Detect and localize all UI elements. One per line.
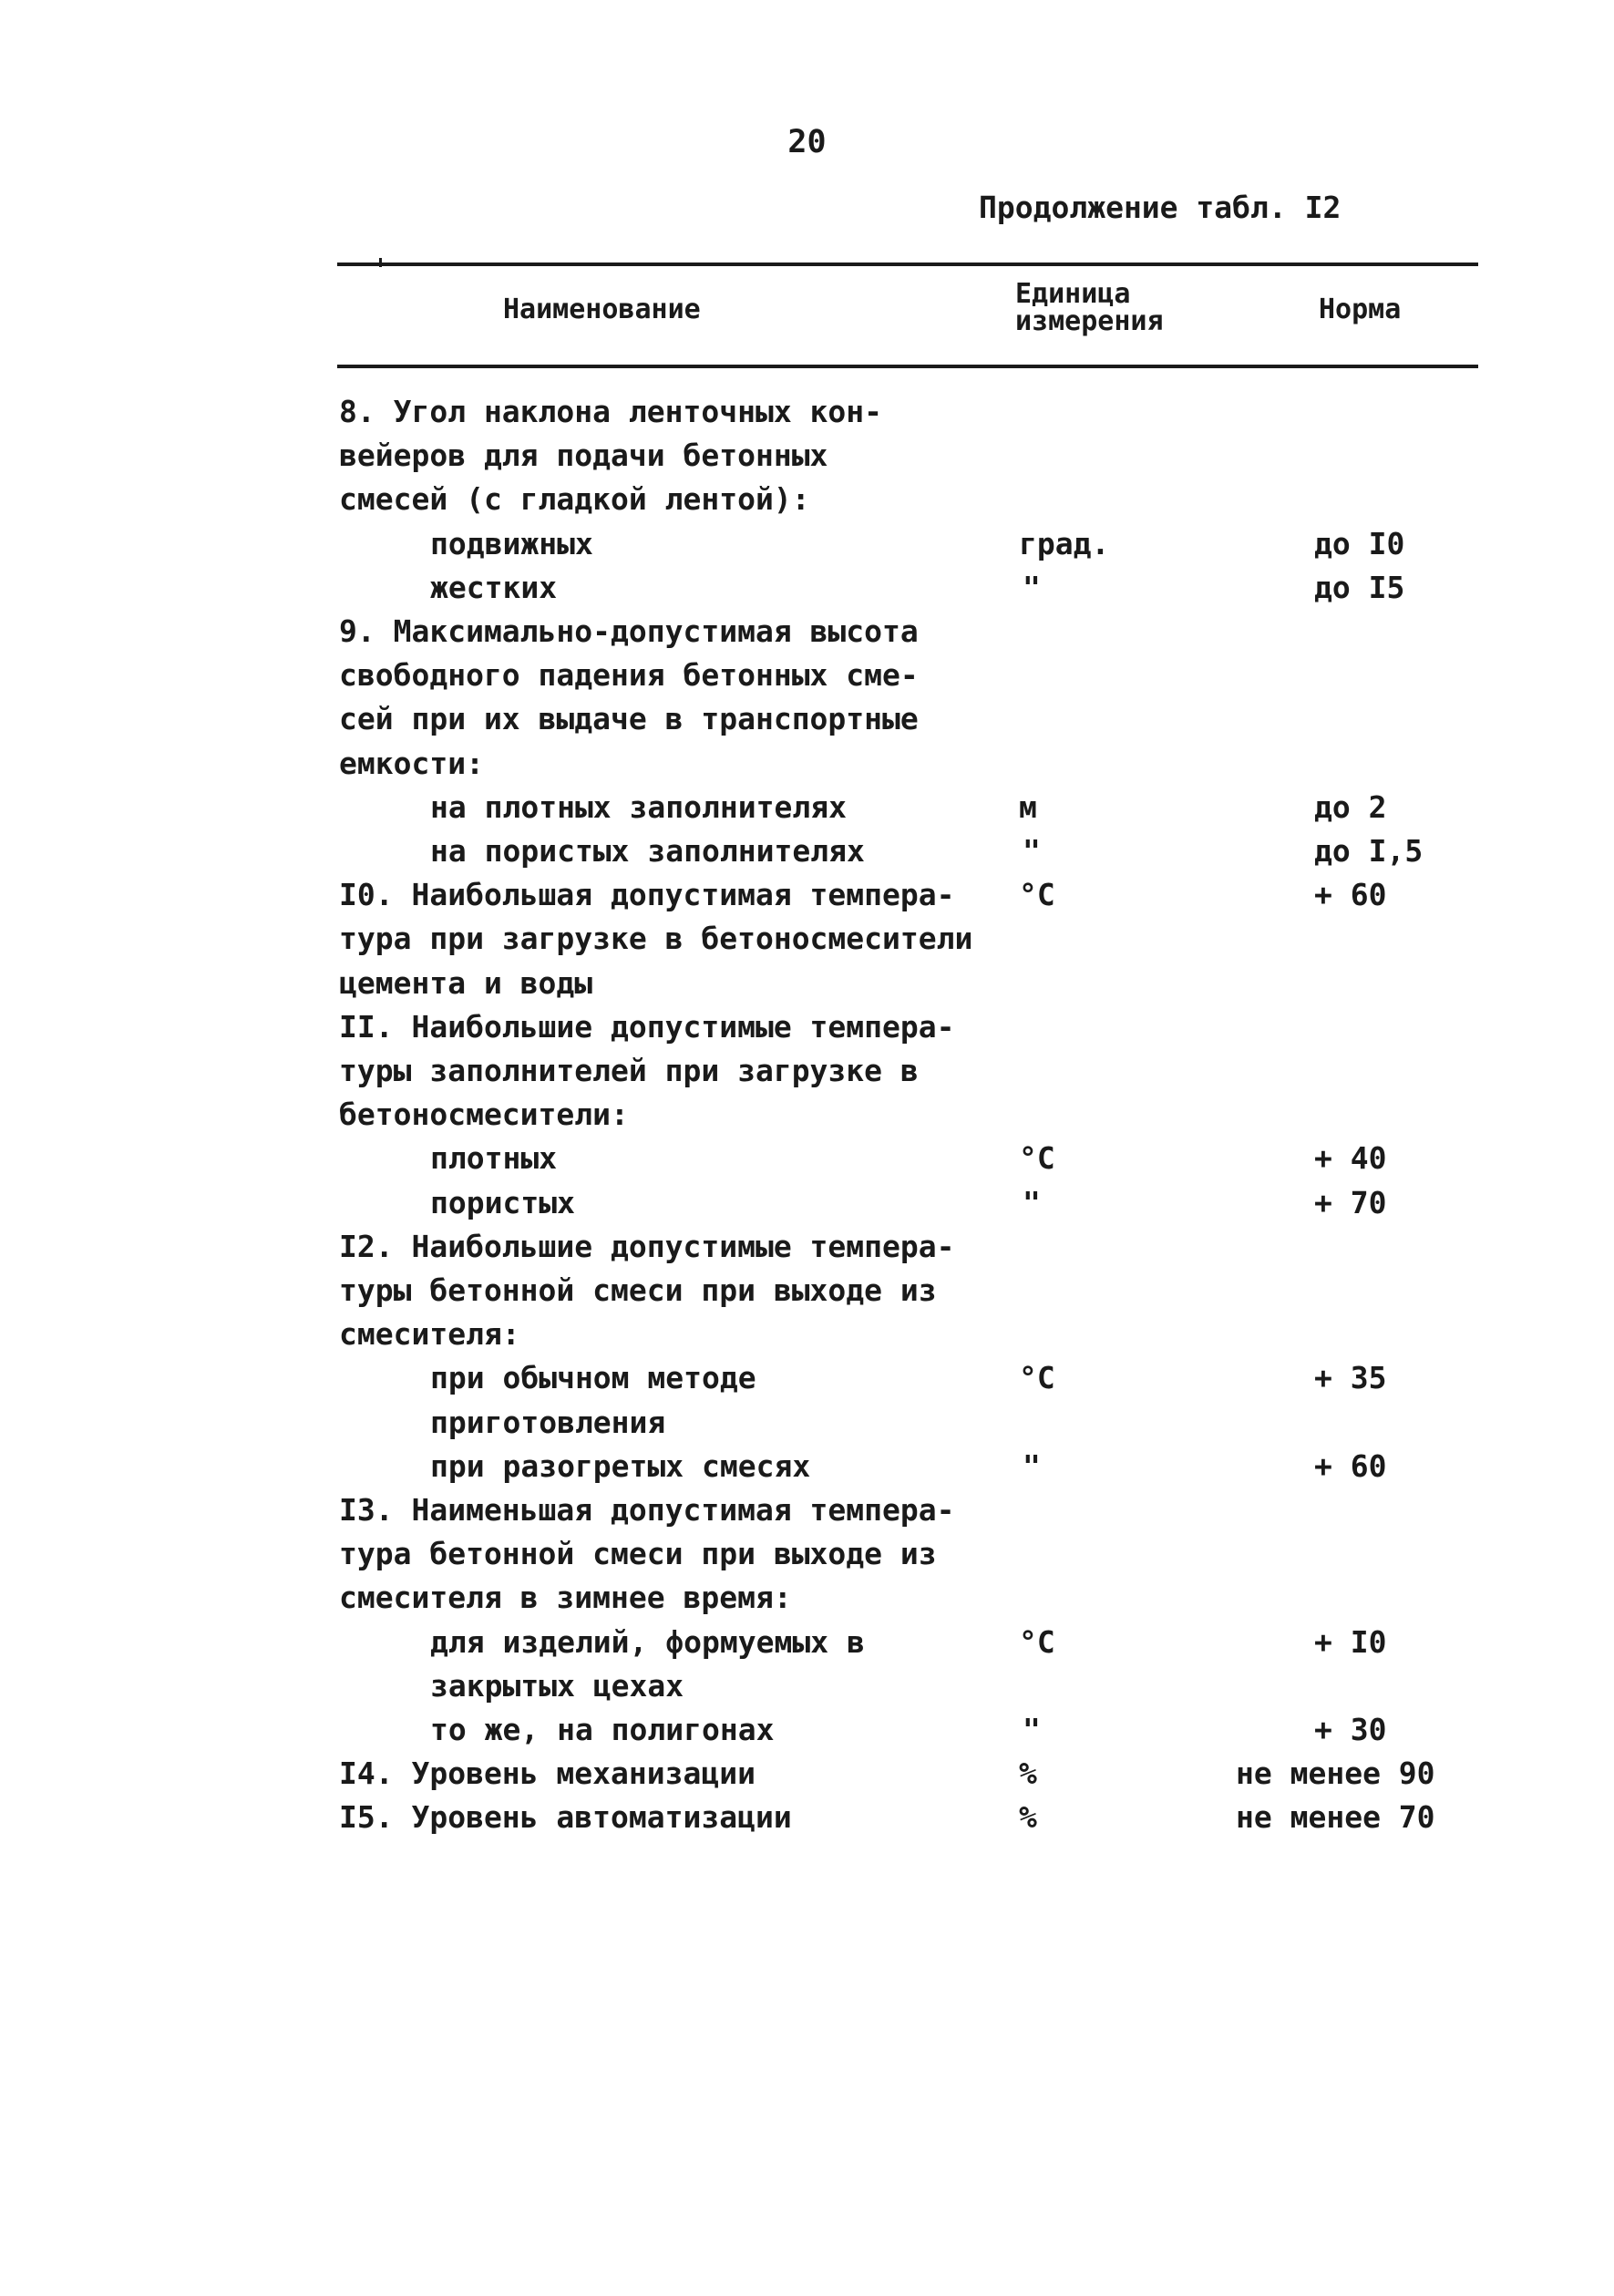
column-header-unit-line2: измерения: [1015, 305, 1164, 337]
row-name: на пористых заполнителях: [430, 833, 865, 869]
row-norm: до 2: [1314, 788, 1387, 825]
table-row: [0, 1225, 1614, 1269]
row-unit: °С: [1019, 1360, 1055, 1396]
row-name: I5. Уровень автоматизации: [339, 1799, 792, 1836]
row-name: цемента и воды: [339, 964, 593, 1001]
row-unit: м: [1019, 788, 1037, 825]
table-row: [0, 1356, 1614, 1400]
table-row: [0, 1752, 1614, 1796]
row-name: туры заполнителей при загрузке в: [339, 1053, 919, 1088]
row-name: смесей (с гладкой лентой):: [339, 481, 810, 518]
table-row: [0, 1049, 1614, 1093]
table-row: [0, 1093, 1614, 1137]
row-unit: ": [1023, 833, 1041, 869]
row-norm: + 30: [1314, 1712, 1387, 1747]
row-norm: не менее 70: [1236, 1799, 1435, 1836]
column-header-norm: Норма: [1319, 293, 1402, 325]
row-unit: ": [1023, 569, 1041, 605]
row-unit: ": [1023, 1447, 1041, 1484]
row-name: пористых: [430, 1184, 575, 1220]
row-name: сей при их выдаче в транспортные: [339, 701, 919, 737]
column-header-name: Наименование: [503, 293, 701, 325]
table-row: [0, 1621, 1614, 1664]
table-row: [0, 1313, 1614, 1356]
row-norm: + 60: [1314, 877, 1387, 913]
row-name: туры бетонной смеси при выходе из: [339, 1272, 937, 1308]
row-norm: не менее 90: [1236, 1755, 1435, 1792]
table-row: [0, 786, 1614, 829]
table-row: [0, 917, 1614, 961]
row-name: 8. Угол наклона ленточных кон-: [339, 394, 883, 429]
table-row: [0, 1181, 1614, 1225]
row-name: I3. Наименьшая допустимая темпера-: [339, 1492, 955, 1528]
table-row: [0, 1664, 1614, 1708]
table-row: [0, 742, 1614, 786]
row-name: приготовления: [430, 1404, 666, 1440]
row-unit: ": [1023, 1184, 1041, 1220]
row-name: подвижных: [430, 525, 593, 561]
table-row: [0, 873, 1614, 917]
table-row: [0, 1401, 1614, 1445]
table-row: [0, 1445, 1614, 1488]
table-row: [0, 1576, 1614, 1620]
row-name: I0. Наибольшая допустимая темпера-: [339, 877, 955, 913]
row-name: бетоносмесители:: [339, 1097, 629, 1133]
table-row: [0, 566, 1614, 610]
page-number: 20: [787, 124, 827, 160]
row-norm: + 60: [1314, 1447, 1387, 1484]
row-name: смесителя:: [339, 1316, 520, 1353]
row-norm: + 70: [1314, 1184, 1387, 1220]
row-name: свободного падения бетонных сме-: [339, 657, 919, 694]
row-name: 9. Максимально-допустимая высота: [339, 613, 919, 649]
row-unit: %: [1019, 1755, 1037, 1792]
row-name: плотных: [430, 1140, 558, 1177]
table-row: [0, 610, 1614, 654]
table-row: [0, 1532, 1614, 1576]
row-name: смесителя в зимнее время:: [339, 1580, 792, 1616]
row-name: I2. Наибольшие допустимые темпера-: [339, 1228, 955, 1264]
column-header-unit-line1: Единица: [1015, 278, 1131, 310]
row-unit: °С: [1019, 1140, 1055, 1177]
row-name: I4. Уровень механизации: [339, 1755, 756, 1792]
table-row: [0, 1137, 1614, 1180]
row-name: тура бетонной смеси при выходе из: [339, 1536, 937, 1572]
row-norm: до I0: [1314, 525, 1405, 561]
row-norm: до I,5: [1314, 833, 1424, 869]
row-norm: + 35: [1314, 1360, 1387, 1396]
table-row: [0, 1708, 1614, 1752]
row-name: закрытых цехах: [430, 1667, 684, 1704]
row-name: тура при загрузке в бетоносмесители: [339, 921, 973, 957]
row-unit: °С: [1019, 877, 1055, 913]
row-unit: ": [1023, 1712, 1041, 1747]
row-name: на плотных заполнителях: [430, 788, 847, 825]
table-continuation-caption: Продолжение табл. I2: [979, 190, 1342, 225]
table-row: [0, 962, 1614, 1005]
table-row: [0, 522, 1614, 566]
table-row: [0, 434, 1614, 478]
row-name: жестких: [430, 569, 558, 605]
table-row: [0, 654, 1614, 697]
row-norm: + I0: [1314, 1623, 1387, 1660]
row-name: для изделий, формуемых в: [430, 1623, 865, 1660]
row-name: при обычном методе: [430, 1360, 756, 1396]
row-unit: %: [1019, 1799, 1037, 1836]
row-norm: + 40: [1314, 1140, 1387, 1177]
row-unit: °С: [1019, 1623, 1055, 1660]
row-name: то же, на полигонах: [430, 1712, 775, 1747]
row-norm: до I5: [1314, 569, 1405, 605]
table-row: [0, 1488, 1614, 1532]
table-row: [0, 390, 1614, 434]
table-row: [0, 1005, 1614, 1049]
table-row: [0, 1269, 1614, 1313]
row-name: II. Наибольшие допустимые темпера-: [339, 1008, 955, 1045]
row-name: емкости:: [339, 745, 484, 781]
table-row: [0, 829, 1614, 873]
row-name: при разогретых смесях: [430, 1447, 811, 1484]
table-row: [0, 478, 1614, 521]
table-row: [0, 1796, 1614, 1839]
row-name: вейеров для подачи бетонных: [339, 438, 828, 474]
row-unit: град.: [1019, 525, 1110, 561]
table-row: [0, 697, 1614, 741]
